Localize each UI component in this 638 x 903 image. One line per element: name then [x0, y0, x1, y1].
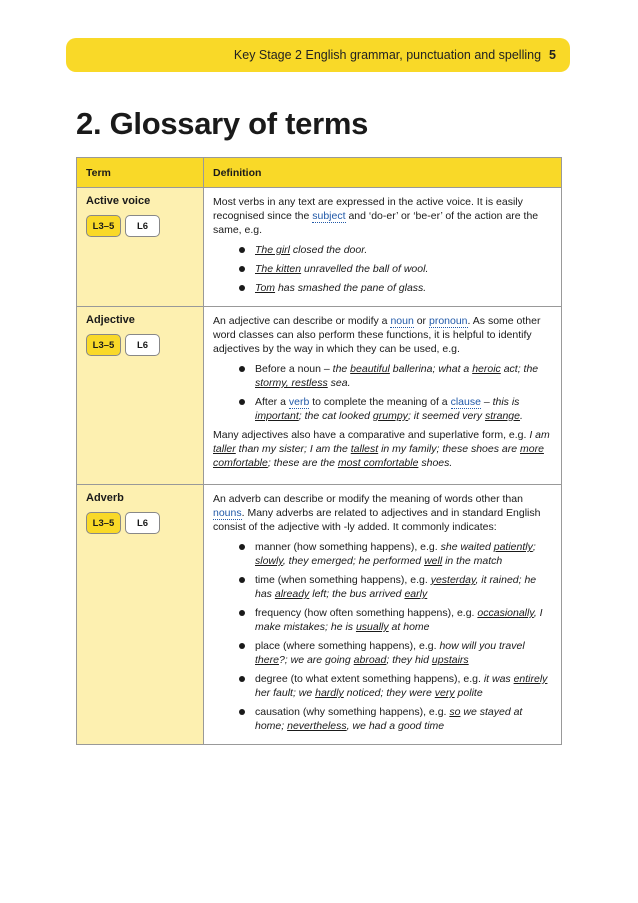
term-name: Adjective: [86, 314, 135, 326]
text-span: degree (to what extent something happens), e.g.: [255, 673, 484, 685]
term-name: Adverb: [86, 492, 124, 504]
definition-text: [213, 428, 552, 470]
underlined-word: most comfortable: [337, 457, 419, 469]
table-header-row: [77, 158, 562, 188]
example-item-time: [213, 573, 552, 601]
running-header: [66, 38, 570, 72]
underlined-word: entirely: [513, 673, 548, 685]
text-span: her fault; we: [255, 687, 316, 699]
glossary-row-adverb: [77, 485, 562, 745]
text-span: and ‘do-er’ or ‘be-er’ of the action are the same, e.g.: [213, 210, 539, 236]
text-span: ?; we are going: [278, 654, 354, 666]
column-header-definition: Definition: [204, 158, 562, 188]
example-item: [213, 243, 552, 257]
underlined-word: yesterday: [430, 574, 476, 586]
example-item-frequency: [213, 606, 552, 634]
definition-cell: [204, 485, 562, 745]
text-span: .: [520, 410, 523, 422]
underlined-word: beautiful: [350, 363, 390, 375]
text-span: ; these are the: [267, 457, 338, 469]
underlined-word: early: [404, 588, 428, 600]
glossary-table: [76, 157, 562, 745]
term-name: Active voice: [86, 195, 151, 207]
level-badge-l3-5: L3–5: [86, 334, 121, 356]
text-span: ; it seemed very: [407, 410, 485, 422]
underlined-word: important: [255, 410, 299, 422]
text-span: place (where something happens), e.g.: [255, 640, 440, 652]
example-list: [213, 362, 552, 423]
text-span: polite: [454, 687, 483, 699]
example-item: [213, 395, 552, 423]
text-span: at home: [388, 621, 430, 633]
text-span: . Many adverbs are related to adjectives and in standard English consist of the adjective with -ly added. It commonly indicates:: [213, 507, 541, 533]
text-span: Most verbs in any text are expressed in the active voice. It is easily recognised since the: [213, 196, 523, 222]
text-span: causation (why something happens), e.g.: [255, 706, 450, 718]
text-span: ; the cat looked: [298, 410, 373, 422]
text-span: than my sister; I am the: [235, 443, 351, 455]
text-span: closed the door.: [290, 244, 368, 256]
glossary-link-clause[interactable]: clause: [450, 396, 481, 408]
text-span: how will you travel: [439, 640, 525, 652]
underlined-word: upstairs: [431, 654, 469, 666]
text-span: in my family; these shoes are: [378, 443, 520, 455]
glossary-link-nouns[interactable]: nouns: [213, 507, 242, 519]
text-span: noticed; they were: [343, 687, 435, 699]
definition-cell: [204, 307, 562, 485]
example-item-degree: [213, 672, 552, 700]
text-span: frequency (how often something happens), e.g.: [255, 607, 478, 619]
underlined-word: strange: [484, 410, 520, 422]
underlined-word: hardly: [315, 687, 344, 699]
text-span: we stayed at home;: [255, 706, 523, 732]
page-number: 5: [549, 48, 556, 62]
glossary-link-subject[interactable]: subject: [312, 210, 346, 222]
level-badge-l6: L6: [125, 334, 160, 356]
text-span: time (when something happens), e.g.: [255, 574, 431, 586]
underlined-word: there: [255, 654, 279, 666]
example-list: [213, 540, 552, 733]
underlined-word: The kitten: [255, 263, 302, 275]
text-span: she waited: [440, 541, 494, 553]
level-badges: [86, 215, 194, 237]
text-span: – this is: [480, 396, 520, 408]
text-span: . As some other word classes can also perform these functions, it is helpful to identify adjectives by the way in which they can be used, e.g.: [213, 315, 541, 355]
level-badges: [86, 512, 194, 534]
text-span: has smashed the pane of glass.: [275, 282, 427, 294]
underlined-word: Tom: [255, 282, 276, 294]
definition-text: [213, 195, 552, 237]
example-item: [213, 362, 552, 390]
underlined-word: very: [434, 687, 455, 699]
level-badge-l6: L6: [125, 215, 160, 237]
glossary-row-active-voice: [77, 188, 562, 307]
underlined-word: The girl: [255, 244, 291, 256]
underlined-word: heroic: [472, 363, 501, 375]
definition-text: [213, 492, 552, 534]
level-badge-l3-5: L3–5: [86, 512, 121, 534]
page-title: 2. Glossary of terms: [76, 106, 369, 141]
underlined-word: grumpy: [372, 410, 408, 422]
text-span: sea.: [327, 377, 351, 389]
level-badge-l6: L6: [125, 512, 160, 534]
example-item-causation: [213, 705, 552, 733]
underlined-word: abroad: [353, 654, 387, 666]
glossary-link-pronoun[interactable]: pronoun: [428, 315, 468, 327]
column-header-term: Term: [77, 158, 204, 188]
text-span: it was: [483, 673, 514, 685]
glossary-link-noun[interactable]: noun: [390, 315, 414, 327]
text-span: to complete the meaning of a: [312, 396, 448, 408]
text-span: or: [416, 315, 427, 327]
text-span: I am: [529, 429, 550, 441]
example-item: [213, 262, 552, 276]
header-text: Key Stage 2 English grammar, punctuation and spelling: [233, 48, 542, 62]
underlined-word: nevertheless: [287, 720, 347, 732]
underlined-word: more comfortable: [213, 443, 544, 469]
definition-cell: [204, 188, 562, 307]
text-span: left; the bus arrived: [309, 588, 405, 600]
underlined-word: stormy, restless: [255, 377, 328, 389]
text-span: the: [332, 363, 351, 375]
text-span: , we had a good time: [346, 720, 445, 732]
text-span: Before a noun –: [255, 363, 333, 375]
example-item: [213, 281, 552, 295]
text-span: act; the: [500, 363, 539, 375]
term-cell: [77, 188, 204, 307]
term-cell: [77, 485, 204, 745]
glossary-link-verb[interactable]: verb: [288, 396, 310, 408]
text-span: unravelled the ball of wool.: [301, 263, 429, 275]
text-span: ; they hid: [386, 654, 432, 666]
text-span: , I make mistakes; he is: [255, 607, 543, 633]
definition-text: [213, 314, 552, 356]
level-badge-l3-5: L3–5: [86, 215, 121, 237]
underlined-word: slowly: [255, 555, 283, 567]
text-span: , it rained; he has: [255, 574, 537, 600]
example-list: [213, 243, 552, 295]
text-span: manner (how something happens), e.g.: [255, 541, 441, 553]
underlined-word: so: [449, 706, 461, 718]
underlined-word: patiently: [493, 541, 533, 553]
text-span: ballerina; what a: [389, 363, 473, 375]
underlined-word: already: [274, 588, 310, 600]
underlined-word: tallest: [350, 443, 379, 455]
underlined-word: usually: [355, 621, 389, 633]
underlined-word: taller: [213, 443, 236, 455]
text-span: ;: [532, 541, 536, 553]
text-span: shoes.: [418, 457, 453, 469]
level-badges: [86, 334, 194, 356]
text-span: After a: [255, 396, 286, 408]
example-item-manner: [213, 540, 552, 568]
term-cell: [77, 307, 204, 485]
text-span: , they emerged; he performed: [282, 555, 425, 567]
text-span: Many adjectives also have a comparative and superlative form, e.g.: [213, 429, 527, 441]
underlined-word: well: [424, 555, 443, 567]
text-span: An adverb can describe or modify the meaning of words other than: [213, 493, 523, 505]
glossary-row-adjective: [77, 307, 562, 485]
example-item-place: [213, 639, 552, 667]
text-span: in the match: [442, 555, 503, 567]
underlined-word: occasionally: [477, 607, 534, 619]
text-span: An adjective can describe or modify a: [213, 315, 388, 327]
